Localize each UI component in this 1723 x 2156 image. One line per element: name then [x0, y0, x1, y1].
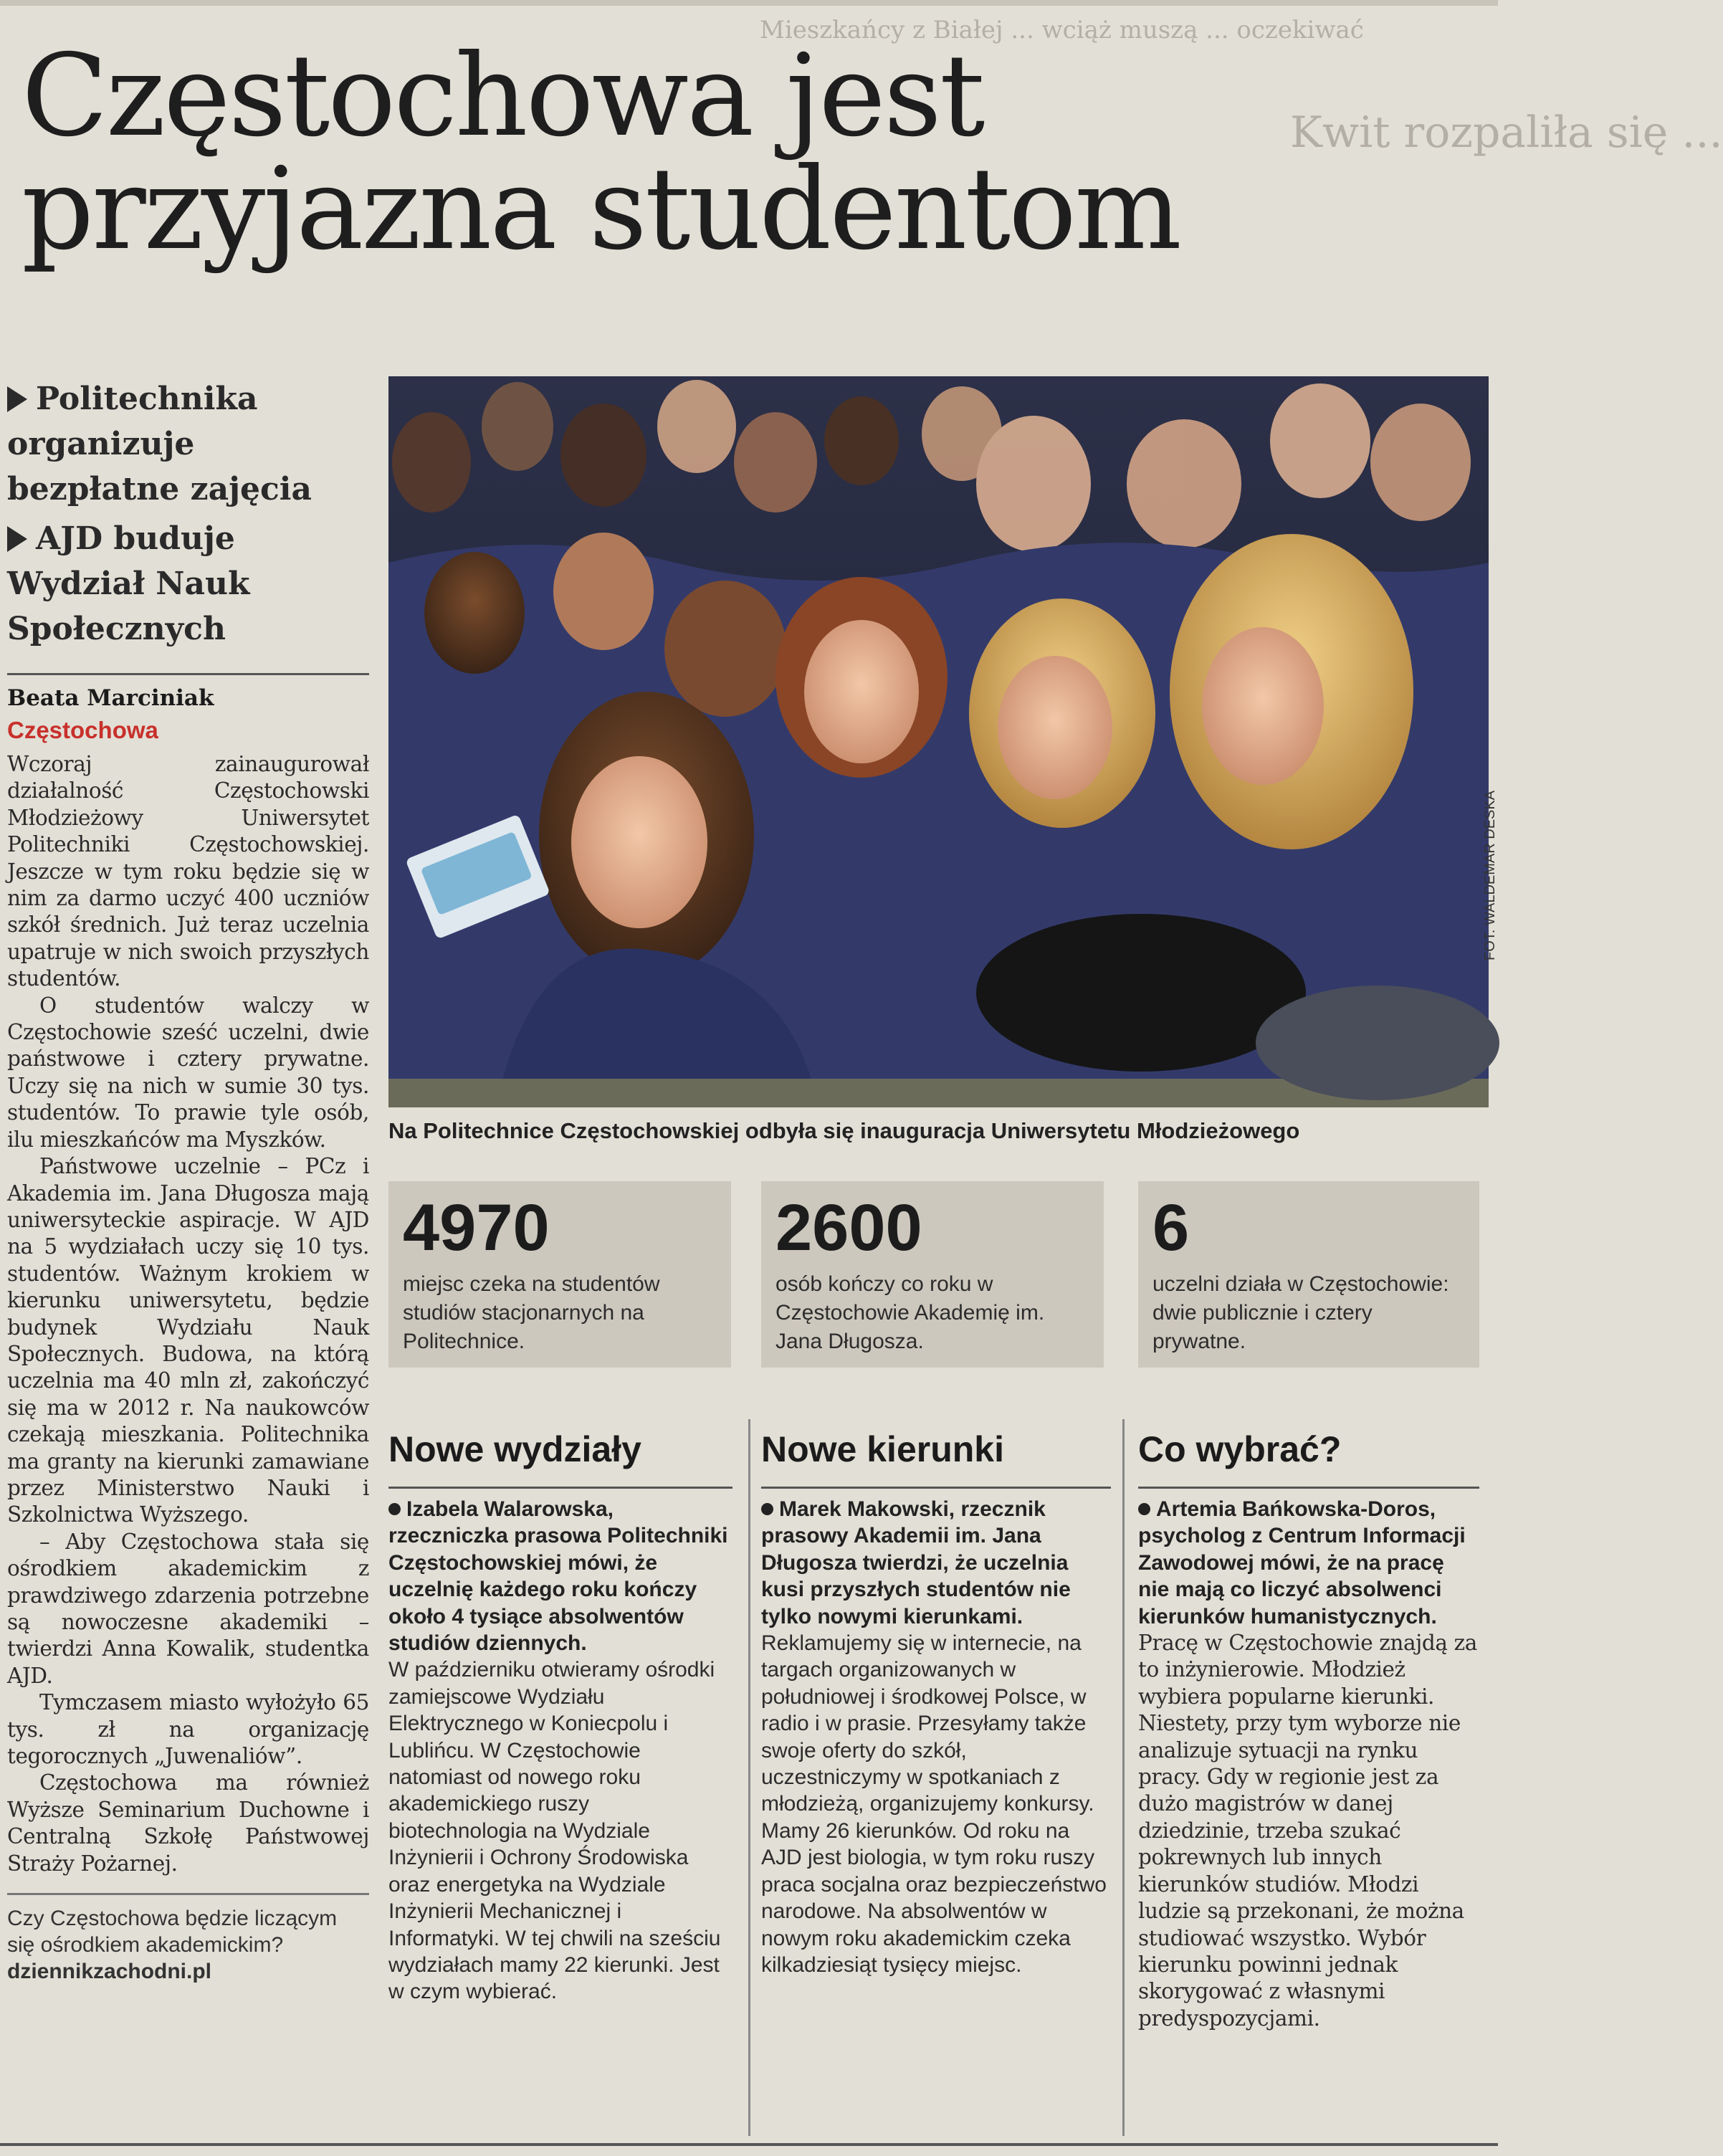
column-lead: Marek Makowski, rzecznik prasowy Akademii im. Jana Długosza twierdzi, że uczelnia kusi przyszłych studentów nie tylko nowymi kierunkami.: [761, 1487, 1111, 1630]
stat-number: 6: [1152, 1191, 1190, 1264]
dateline-place: Częstochowa: [7, 717, 158, 743]
stat-box: [1138, 1181, 1479, 1368]
web-promo: [7, 1893, 369, 1985]
article-photo: [388, 376, 1489, 1107]
column-text: Pracę w Częstochowie znajdą za to inżynierowie. Młodzież wybiera popularne kierunki. Niestety, przy tym wyborze nie analizuje sytuacji na rynku pracy. Gdy w regionie jest za dużo magistrów w danej dziedzinie, trzeba szukać pokrewnych lub innych kierunków studiów. Młodzi ludzie są przekonani, że można studiować wszystko. Wybór kierunku powinni jednak skorygować z własnymi predyspozycjami.: [1138, 1631, 1477, 2031]
photo-caption: Na Politechnice Częstochowskiej odbyła się inauguracja Uniwersytetu Młodzieżowego: [388, 1118, 1300, 1143]
top-strip: [0, 0, 1498, 6]
photo-credit: FOT. WALDEMAR DESKA: [1482, 790, 1498, 960]
stat-box: [761, 1181, 1104, 1368]
column-divider: [1122, 1419, 1125, 2136]
stat-text: miejsc czeka na studentów studiów stacjonarnych na Politechnice.: [403, 1272, 660, 1353]
column-divider: [748, 1419, 750, 2136]
promo-question: Czy Częstochowa będzie liczącym się ośrodkiem akademickim?: [7, 1907, 338, 1957]
promo-site-link[interactable]: dziennikzachodni.pl: [7, 1960, 212, 1984]
triangle-bullet-icon: [7, 526, 27, 552]
stat-box: [388, 1181, 731, 1368]
column-text: W październiku otwieramy ośrodki zamiejscowe Wydziału Elektrycznego w Koniecpolu i Lublińcu. W Częstochowie natomiast od nowego roku akademickiego ruszy biotechnologia na Wydziale Inżynierii i Ochrony Środowiska oraz energetyka na Wydziale Inżynierii Mechanicznej i Informatyki. W tej chwili na sześciu wydziałach mamy 22 kierunki. Jest w czym wybierać.: [388, 1658, 721, 2004]
article-paragraph: – Aby Częstochowa stała się ośrodkiem akademickim z prawdziwego zdarzenia potrzebne są nowoczesne akademiki – twierdzi Anna Kowalik, studentka AJD.: [7, 1529, 369, 1688]
article-paragraph: O studentów walczy w Częstochowie sześć uczelni, dwie państwowe i cztery prywatne. Uczy się na nich w sumie 30 tys. studentów. To prawie tyle osób, ilu mieszkańców ma Myszków.: [7, 993, 369, 1152]
headline-line-1: Częstochowa jest: [22, 30, 983, 162]
headline-line-2: przyjazna studentom: [22, 143, 1180, 275]
left-column: [7, 376, 369, 1985]
stat-number: 4970: [403, 1191, 550, 1264]
column-co-wybrac: [1138, 1426, 1479, 2032]
ghost-right-fragment: Kwit rozpaliła się ...: [1290, 108, 1723, 158]
ghost-headline-bleed: Mieszkańcy z Białej ... wciąż muszą ... oczekiwać: [760, 16, 1364, 44]
column-heading: Nowe wydziały: [388, 1429, 641, 1469]
bottom-rule: [0, 2143, 1498, 2146]
article-paragraph: Tymczasem miasto wyłożyło 65 tys. zł na organizację tegorocznych „Juwenaliów”.: [7, 1690, 369, 1769]
stat-number: 2600: [775, 1191, 922, 1264]
column-lead: Artemia Bańkowska-Doros, psycholog z Centrum Informacji Zawodowej mówi, że na pracę nie mają co liczyć absolwenci kierunków humanistycznych.: [1138, 1487, 1479, 1630]
article-paragraph: Częstochowa ma również Wyższe Seminarium Duchowne i Centralną Szkołę Państwowej Straży Pożarnej.: [7, 1770, 369, 1876]
column-heading: Nowe kierunki: [761, 1429, 1004, 1469]
stat-text: uczelni działa w Częstochowie: dwie publicznie i cztery prywatne.: [1152, 1272, 1449, 1353]
bullet-point: Politechnika organizuje bezpłatne zajęcia: [7, 381, 312, 507]
column-nowe-kierunki: [761, 1426, 1111, 1978]
column-text: Reklamujemy się w internecie, na targach organizowanych w południowej i środkowej Polsce, w radio i w prasie. Przesyłamy także swoje oferty do szkół, uczestniczymy w spotkaniach z młodzieżą, organizujemy konkursy. Mamy 26 kierunków. Od roku na AJD jest biologia, w tym roku ruszy praca socjalna oraz bezpieczeństwo narodowe. Na absolwentów w nowym roku akademickim czeka kilkadziesiąt tysięcy miejsc.: [761, 1631, 1107, 1977]
triangle-bullet-icon: [7, 386, 27, 412]
bullet-dot-icon: [1138, 1503, 1150, 1515]
bullet-dot-icon: [761, 1503, 773, 1515]
students-lecture-photo: [388, 376, 1489, 1107]
bullet-point: AJD buduje Wydział Nauk Społecznych: [7, 520, 250, 647]
bullet-dot-icon: [388, 1503, 401, 1515]
column-nowe-wydzialy: [388, 1426, 732, 2005]
column-lead: Izabela Walarowska, rzeczniczka prasowa Politechniki Częstochowskiej mówi, że uczelnię każdego roku kończy około 4 tysiące absolwentów studiów dziennych.: [388, 1487, 732, 1656]
article-body: [7, 751, 369, 1877]
stat-text: osób kończy co roku w Częstochowie Akademię im. Jana Długosza.: [775, 1272, 1045, 1353]
column-heading: Co wybrać?: [1138, 1429, 1342, 1469]
author-byline: Beata Marciniak: [7, 673, 369, 711]
article-paragraph: Państwowe uczelnie – PCz i Akademia im. Jana Długosza mają uniwersyteckie aspiracje. W AJD na 5 wydziałach uczy się 10 tys. studentów. Ważnym krokiem w kierunku uniwersytetu, będzie budynek Wydziału Nauk Społecznych. Budowa, na którą uczelnia ma 40 mln zł, zakończyć się ma w 2012 r. Na naukowców czekają mieszkania. Politechnika ma granty na kierunki zamawiane przez Ministerstwo Nauki i Szkolnictwa Wyższego.: [7, 1154, 369, 1527]
article-paragraph: Wczoraj zainaugurował działalność Częstochowski Młodzieżowy Uniwersytet Politechniki Częstochowskiej. Jeszcze w tym roku będzie się w nim za darmo uczyć 400 uczniów szkół średnich. Już teraz uczelnia upatruje w nich swoich przyszłych studentów.: [7, 752, 369, 991]
